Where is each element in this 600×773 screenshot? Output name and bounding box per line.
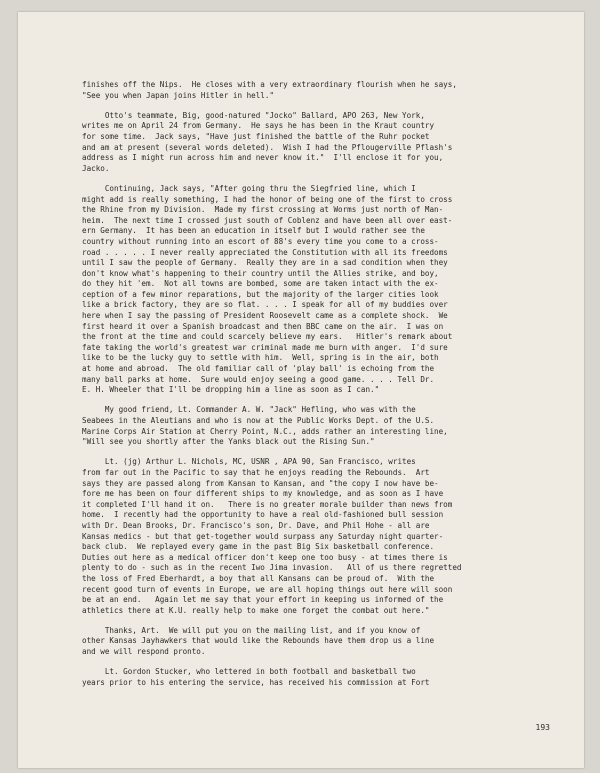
paragraph-6: Thanks, Art. We will put you on the mailing list, and if you know of other Kansas Jayhawkers that would like the Rebounds have them drop us a line and we will respond pronto. <box>82 625 435 657</box>
paragraph-3: Continuing, Jack says, "After going thru the Siegfried line, which I might add is really something, I had the honor of being one of the first to cross the Rhine from my Division. Made my first crossing at Worms just north of Man- heim. The next time I crossed just south of Coblenz and have been all over east- ern Germany. It has been an education in itself but I would rather see the country without running into an escort of 88's every time you come to a cross- road . . . . . I never really appreciated the Constitution with all its freedoms until I saw the people of Germany. Really they are in a sad condition when they don't know what's happening to their country until the Allies strike, and boy, do they hit 'em. Not all towns are bombed, some are taken intact with the ex- ception of a few minor reparations, but the majority of the larger cities look like a brick factory, they are so flat. . . . I speak for all of my buddies over here when I say the passing of President Roosevelt came as a complete shock. We first heard it over a Spanish broadcast and then BBC came on the air. I was on the front at the time and could scarcely believe my ears. Hitler's remark about fate taking the world's greatest war criminal made me burn with anger. I'd sure like to be the lucky guy to settle with him. Well, spring is in the air, both at home and abroad. The old familiar call of 'play ball' is echoing from the many ball parks at home. Sure would enjoy seeing a good game. . . . Tell Dr. E. H. Wheeler that I'll be dropping him a line as soon as I can." <box>82 183 453 395</box>
paragraph-7: Lt. Gordon Stucker, who lettered in both football and basketball two years prior to his entering the service, has received his commission at Fort <box>82 667 430 687</box>
paragraph-2: Otto's teammate, Big, good-natured "Jocko" Ballard, APO 263, New York, writes me on April 24 from Germany. He says he has been in the Kraut country for some time. Jack says, "Have just finished the battle of the Ruhr pocket and am at present (several words deleted). Wish I had the Pflougerville Pflash's address as I might run across him and never know it." I'll enclose it for you, Jacko. <box>82 110 453 173</box>
paragraph-5: Lt. (jg) Arthur L. Nichols, MC, USNR , APA 90, San Francisco, writes from far out in the Pacific to say that he enjoys reading the Rebounds. Art says they are passed along from Kansan to Kansan, and "the copy I now have be- fore me has been on four different ships to my knowledge, and as soon as I have it completed I'll hand it on. There is no greater morale builder than news from home. I recently had the opportunity to have a real old-fashioned bull session with Dr. Dean Brooks, Dr. Francisco's son, Dr. Dave, and Phil Hohe - all are Kansas medics - but that get-together would surpass any Saturday night quarter- back club. We replayed every game in the past Big Six basketball conference. Duties out here as a medical officer don't keep one too busy - at times there is plenty to do - such as in the recent Iwo Jima invasion. All of us there regretted the loss of Fred Eberhardt, a boy that all Kansans can be proud of. With the recent good turn of events in Europe, we are all hoping things out here will soon be at an end. Again let me say that your effort in keeping us informed of the athletics there at K.U. really help to make one forget the combat out here." <box>82 457 462 615</box>
paragraph-1: finishes off the Nips. He closes with a very extraordinary flourish when he says, "See you when Japan joins Hitler in hell." <box>82 80 457 100</box>
page-number: 193 <box>535 723 550 732</box>
document-page <box>18 12 584 768</box>
paragraph-4: My good friend, Lt. Commander A. W. "Jack" Hefling, who was with the Seabees in the Aleutians and who is now at the Public Works Dept. of the U.S. Marine Corps Air Station at Cherry Point, N.C., adds rather an interesting line, "Will see you shortly after the Yanks black out the Rising Sun." <box>82 405 448 447</box>
document-body <box>82 80 552 698</box>
